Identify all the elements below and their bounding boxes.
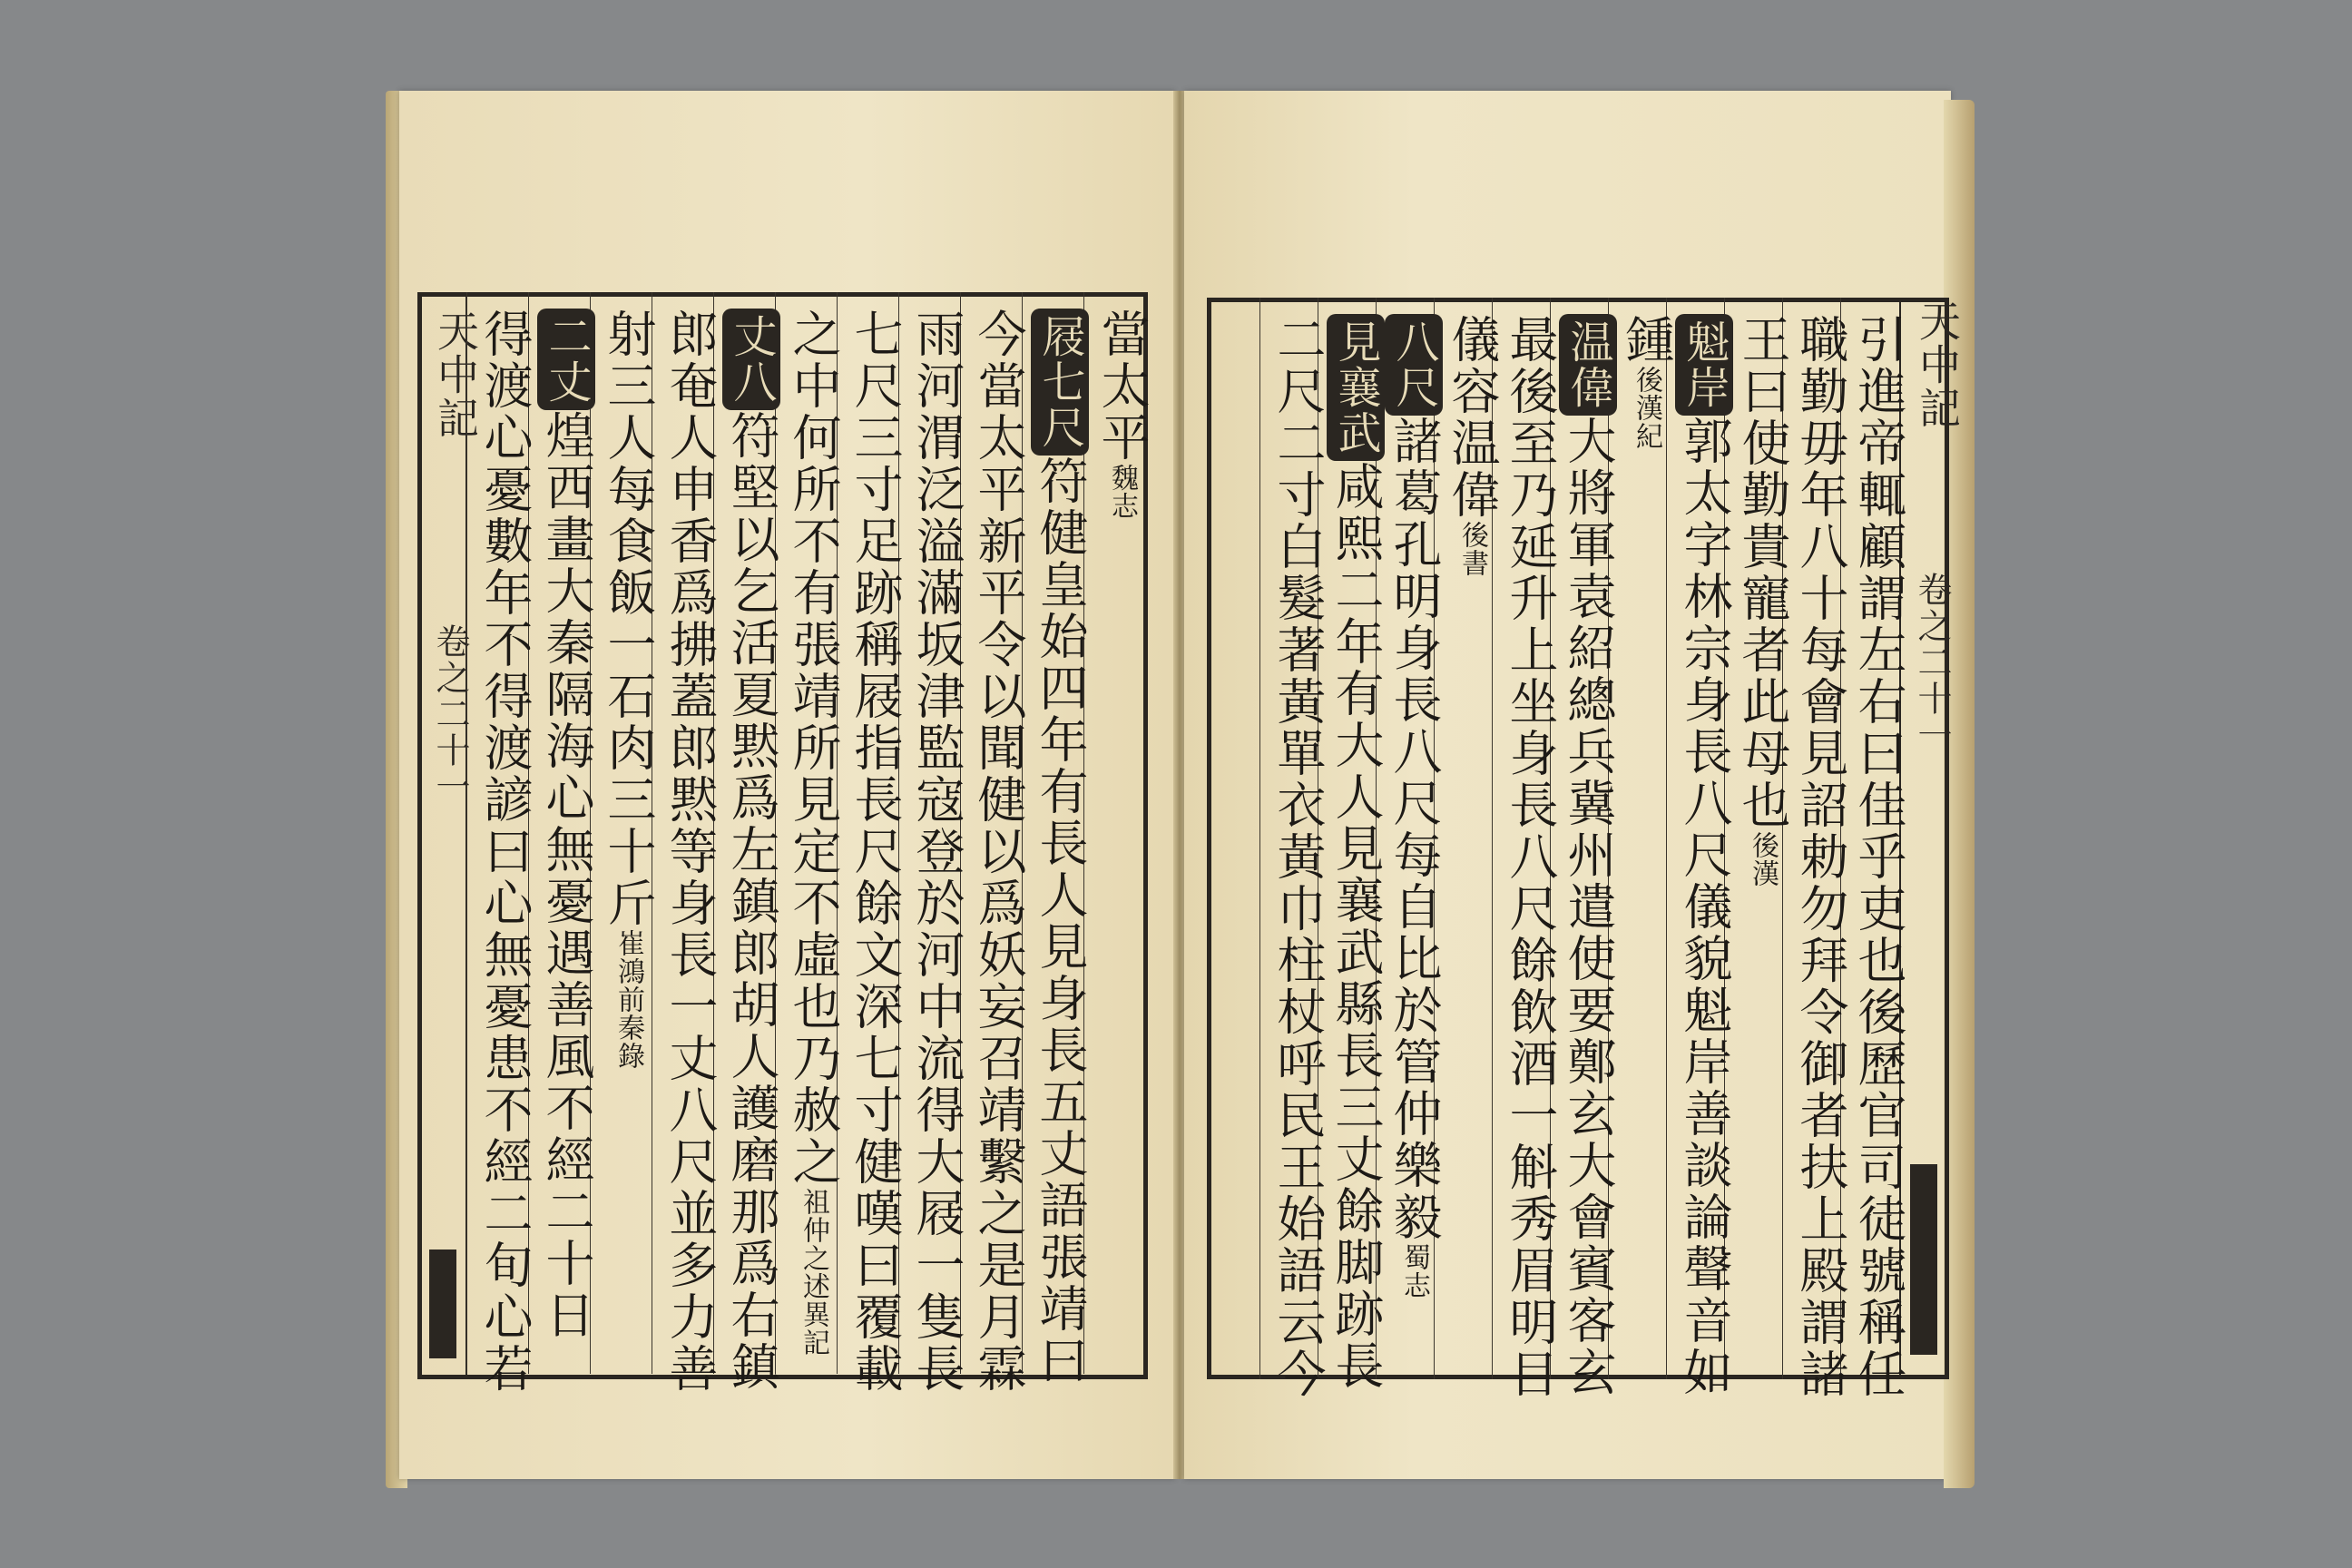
left-margin-chapter: 卷之二十一 <box>430 623 470 805</box>
left-entry-heading: 屐七尺 <box>1031 309 1089 456</box>
right-column <box>1791 314 1849 1400</box>
left-column <box>969 309 1027 1395</box>
left-column-text: 煌西畫大秦隔海心無憂遇善風不經二十日 <box>538 410 595 1341</box>
left-column-text: 射三人每食飯一石肉三十斤 <box>600 309 657 929</box>
left-source-note: 魏志 <box>1106 464 1138 520</box>
right-margin-title: 天中記 <box>1913 299 1962 430</box>
right-column-text: 鍾 <box>1618 314 1675 366</box>
left-source-note: 崔鴻前秦錄 <box>612 929 644 1070</box>
right-entry-heading: 八尺 <box>1385 314 1443 416</box>
left-column-rule <box>466 292 467 1374</box>
right-column-text: 引進帝輒顧謂左右曰佳乎吏也後歷官司徒號稱任 <box>1850 314 1907 1400</box>
right-fish-tail-mark <box>1910 1164 1937 1355</box>
left-column <box>722 309 780 1393</box>
right-entry-heading: 魁岸 <box>1675 314 1733 416</box>
right-column-text: 郭太字林宗身長八尺儀貌魁岸善談論聲音如 <box>1676 416 1733 1398</box>
left-margin-strip <box>422 297 467 1375</box>
left-fish-tail-mark <box>429 1250 456 1358</box>
left-column <box>599 309 657 1070</box>
left-column <box>907 309 965 1395</box>
right-column-text: 儀容温偉 <box>1444 314 1501 521</box>
right-column <box>1733 314 1791 887</box>
right-column <box>1617 314 1675 450</box>
right-column-text: 咸熙二年有大人見襄武縣長三丈餘脚跡長 <box>1328 461 1385 1392</box>
right-column <box>1501 314 1559 1400</box>
left-column-text: 之中何所不有張靖所見定不虛也乃赦之 <box>785 309 842 1188</box>
right-entry-heading: 見襄武 <box>1327 314 1385 461</box>
right-column-rule <box>1259 298 1260 1379</box>
right-margin-chapter: 卷之二十一 <box>1912 572 1952 753</box>
left-column <box>537 309 595 1341</box>
left-column-text: 得渡心憂數年不得渡諺曰心無憂患不經二旬心若 <box>476 309 534 1395</box>
left-column-text: 雨河渭泛溢滿坂津監寇登於河中流得大屐一隻長 <box>908 309 965 1395</box>
left-column-text: 七尺三寸足跡稱屐指長尺餘文深七寸健嘆曰覆載 <box>847 309 904 1395</box>
left-margin-title: 天中記 <box>431 309 480 440</box>
left-column-text: 今當太平新平令以聞健以爲妖妄召靖繫之是月霖 <box>970 309 1027 1395</box>
right-column-text: 二尺二寸白髮著黃單衣黃巾柱杖呼民王始語云今 <box>1269 314 1327 1400</box>
right-column-text: 諸葛孔明身長八尺每自比於管仲樂毅 <box>1386 416 1443 1243</box>
left-source-note: 祖仲之述異記 <box>798 1188 829 1357</box>
left-column-text: 符健皇始四年有長人見身長五丈語張靖曰 <box>1032 456 1089 1387</box>
left-column <box>661 309 719 1395</box>
left-column <box>475 309 534 1395</box>
right-column <box>1675 314 1733 1398</box>
right-column <box>1269 314 1327 1400</box>
right-column <box>1443 314 1501 577</box>
left-column-text: 當太平 <box>1093 309 1151 464</box>
left-column-text: 郎奄人申香爲拂蓋郎黙等身長一丈八尺並多力善 <box>662 309 719 1395</box>
left-entry-heading: 丈八 <box>722 309 780 410</box>
left-column <box>846 309 904 1395</box>
right-source-note: 後漢 <box>1747 831 1779 887</box>
right-source-note: 後漢紀 <box>1631 366 1662 450</box>
right-entry-heading: 温偉 <box>1559 314 1617 416</box>
right-column <box>1385 314 1443 1299</box>
right-column-text: 大將軍袁紹總兵冀州遣使要鄭玄大會賓客玄 <box>1560 416 1617 1398</box>
left-entry-heading: 二丈 <box>537 309 595 410</box>
left-column <box>1031 309 1089 1387</box>
right-column-rule <box>1666 298 1667 1379</box>
right-column-text: 王曰使勤貴寵者此母也 <box>1734 314 1791 831</box>
right-column-text: 最後至乃延升上坐身長八尺餘飲酒一斛秀眉明目 <box>1502 314 1559 1400</box>
left-column <box>1093 309 1151 520</box>
left-column-text: 符堅以乞活夏黙爲左鎮郎胡人護磨那爲右鎮 <box>723 410 780 1393</box>
right-column <box>1849 314 1907 1400</box>
right-column <box>1559 314 1617 1398</box>
right-column-text: 職勤毋年八十每會見詔勅勿拜令御者扶上殿謂諸 <box>1792 314 1849 1400</box>
left-column <box>784 309 842 1357</box>
right-source-note: 後書 <box>1456 521 1488 577</box>
right-column <box>1327 314 1385 1392</box>
right-source-note: 蜀志 <box>1398 1243 1430 1299</box>
